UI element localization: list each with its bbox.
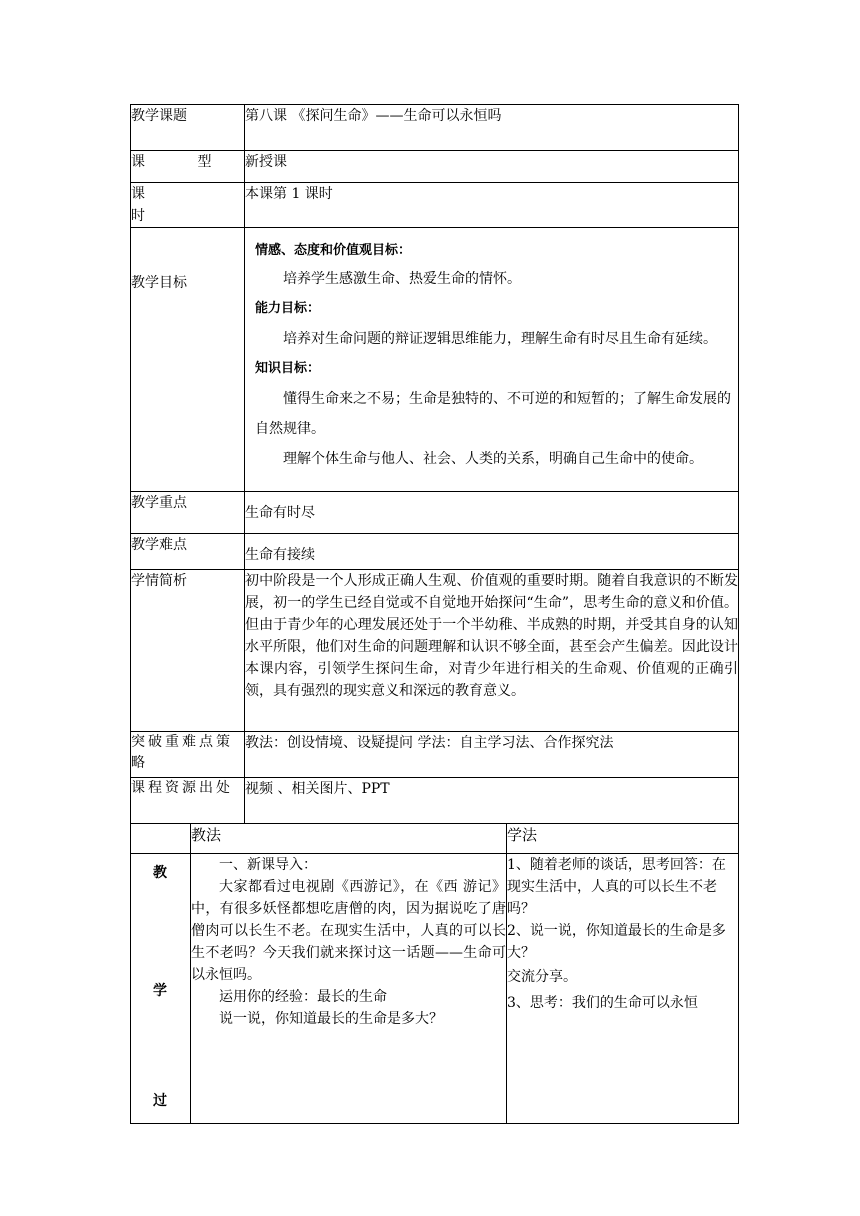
learning-share: 交流分享。 bbox=[507, 969, 577, 985]
learning-step-2: 2、说一说，你知道最长的生命是多大？ bbox=[507, 923, 726, 961]
knowledge-heading: 知识目标： bbox=[255, 361, 321, 376]
resources-value: 视频 、相关图片、PPT bbox=[245, 778, 739, 824]
row-topic bbox=[131, 105, 739, 151]
key-point-value: 生命有时尽 bbox=[245, 492, 739, 534]
row-strategy bbox=[131, 732, 739, 778]
type-value: 新授课 bbox=[245, 151, 739, 183]
side-char-3: 过 bbox=[153, 1093, 167, 1109]
row-goals bbox=[131, 228, 739, 492]
key-point-label: 教学重点 bbox=[131, 492, 245, 534]
side-char-2: 学 bbox=[153, 983, 167, 999]
difficulty-label: 教学难点 bbox=[131, 534, 245, 570]
method-intro-text: 大家都看过电视剧《西游记》，在《西 游记》中，有很多妖怪都想吃唐僧的肉，因为据说吃了唐僧肉可以长生不老。在现实生活中，人真的可以长生不老吗？今天我们就来探讨这一话题——生命可以永恒吗。 bbox=[191, 879, 506, 983]
emotion-text: 培养学生感激生命、热爱生命的情怀。 bbox=[283, 271, 521, 287]
learning-header: 学法 bbox=[507, 824, 739, 854]
lesson-plan-table bbox=[130, 104, 739, 1124]
type-label: 课 型 bbox=[131, 151, 245, 183]
row-process-header bbox=[131, 824, 739, 854]
hours-label: 课 时 bbox=[131, 183, 245, 228]
row-type bbox=[131, 151, 739, 183]
strategy-value: 教法：创设情境、设疑提问 学法：自主学习法、合作探究法 bbox=[245, 732, 739, 778]
emotion-heading: 情感、态度和价值观目标： bbox=[255, 243, 412, 258]
method-intro-heading: 一、新课导入： bbox=[219, 857, 317, 873]
student-analysis-value: 初中阶段是一个人形成正确人生观、价值观的重要时期。随着自我意识的不断发展，初一的学生已经自觉或不自觉地开始探问“生命”，思考生命的意义和价值。但由于青少年的心理发展还处于一个半幼稚、半成熟的时期，并受其自身的认知水平所限，他们对生命的问题理解和认识不够全面，甚至会产生偏差。因此设计本课内容，引领学生探问生命，对青少年进行相关的生命观、价值观的正确引领，具有强烈的现实意义和深远的教育意义。 bbox=[245, 570, 739, 732]
ability-text: 培养对生命问题的辩证逻辑思维能力，理解生命有时尽且生命有延续。 bbox=[283, 331, 717, 347]
method-content bbox=[191, 854, 507, 1124]
difficulty-value: 生命有接续 bbox=[245, 534, 739, 570]
hours-value: 本课第 1 课时 bbox=[245, 183, 739, 228]
strategy-label: 突破重难点策略 bbox=[131, 732, 245, 778]
resources-label: 课程资源出处 bbox=[131, 778, 245, 824]
knowledge-text-2: 理解个体生命与他人、社会、人类的关系，明确自己生命中的使命。 bbox=[283, 451, 703, 467]
side-char-1: 教 bbox=[153, 865, 167, 881]
method-header: 教法 bbox=[191, 824, 507, 854]
goals-label: 教学目标 bbox=[131, 228, 245, 492]
row-resources bbox=[131, 778, 739, 824]
row-difficulty bbox=[131, 534, 739, 570]
learning-step-1: 1、随着老师的谈话，思考回答：在现实生活中，人真的可以长生不老吗？ bbox=[507, 857, 726, 917]
ability-heading: 能力目标： bbox=[255, 301, 321, 316]
process-side-label bbox=[131, 854, 191, 1124]
row-key-point bbox=[131, 492, 739, 534]
topic-label: 教学课题 bbox=[131, 105, 245, 151]
method-question: 说一说，你知道最长的生命是多大？ bbox=[219, 1011, 443, 1027]
topic-value: 第八课 《探问生命》——生命可以永恒吗 bbox=[245, 105, 739, 151]
goals-content bbox=[245, 228, 739, 492]
row-hours bbox=[131, 183, 739, 228]
student-analysis-label: 学情简析 bbox=[131, 570, 245, 732]
knowledge-text-1: 懂得生命来之不易；生命是独特的、不可逆的和短暂的；了解生命发展的自然规律。 bbox=[255, 391, 731, 437]
process-header-blank bbox=[131, 824, 191, 854]
row-student-analysis bbox=[131, 570, 739, 732]
learning-content bbox=[507, 854, 739, 1124]
method-experience: 运用你的经验：最长的生命 bbox=[219, 989, 387, 1005]
learning-step-3: 3、思考：我们的生命可以永恒 bbox=[507, 995, 698, 1011]
row-process bbox=[131, 854, 739, 1124]
